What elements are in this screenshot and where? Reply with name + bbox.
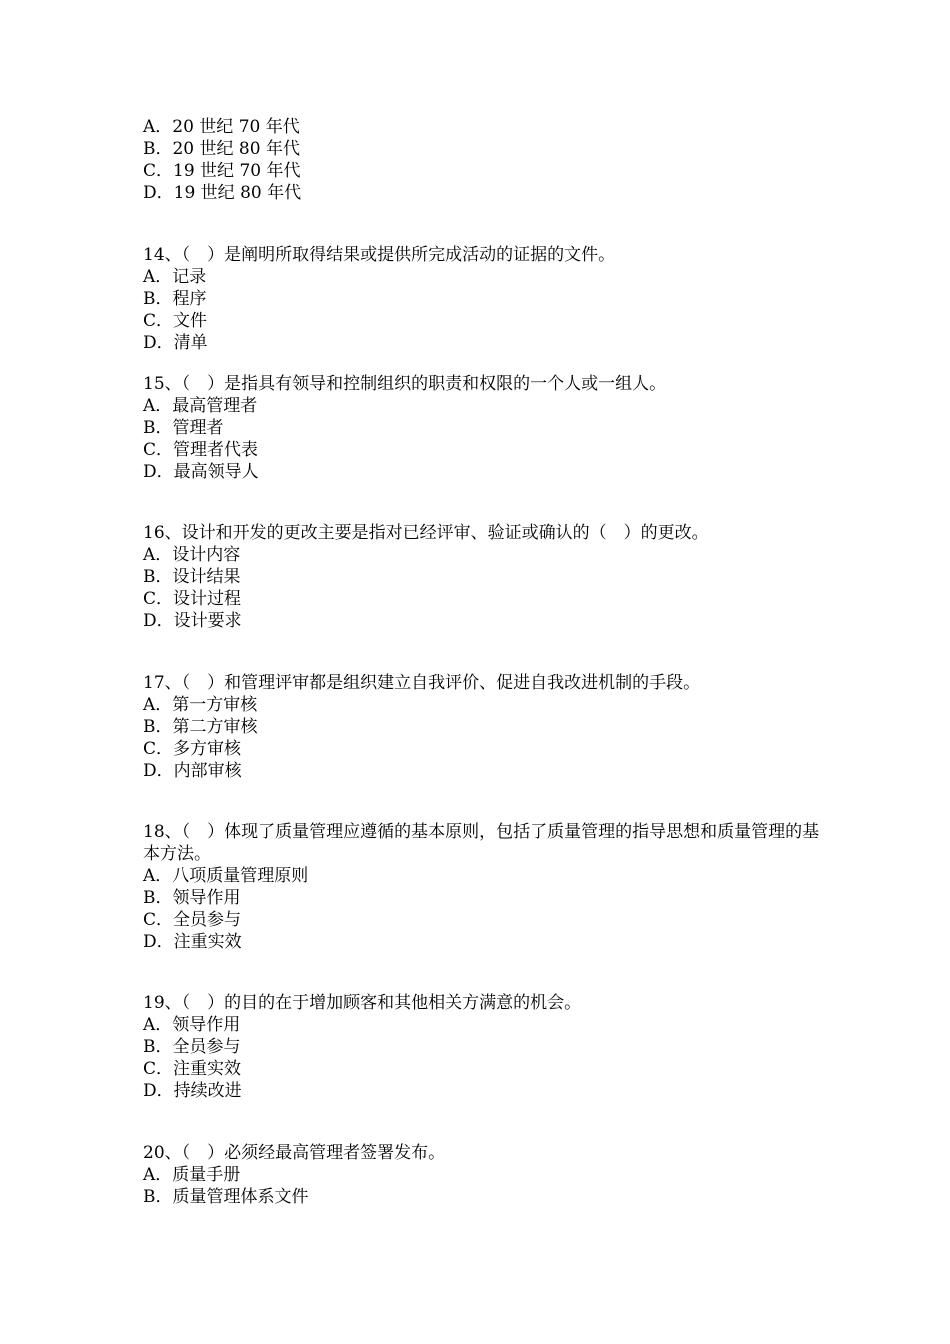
question-13-options — [143, 116, 823, 204]
option-b: B．质量管理体系文件 — [143, 1187, 309, 1207]
question-20 — [143, 1142, 823, 1208]
option-d: D．设计要求 — [143, 611, 242, 631]
option-a: A．记录 — [143, 267, 207, 287]
option-a: A．领导作用 — [143, 1015, 241, 1035]
option-c: C．设计过程 — [143, 589, 242, 609]
option-b: B．管理者 — [143, 418, 224, 438]
question-stem: 16、设计和开发的更改主要是指对已经评审、验证或确认的（ ）的更改。 — [143, 523, 709, 543]
option-a: A．八项质量管理原则 — [143, 866, 309, 886]
question-stem: 17、（ ）和管理评审都是组织建立自我评价、促进自我改进机制的手段。 — [143, 673, 701, 693]
option-c: C．注重实效 — [143, 1059, 242, 1079]
question-15 — [143, 373, 823, 483]
option-c: C．文件 — [143, 311, 208, 331]
question-stem: 19、（ ）的目的在于增加顾客和其他相关方满意的机会。 — [143, 993, 582, 1013]
option-b: B．全员参与 — [143, 1037, 241, 1057]
option-d: D．持续改进 — [143, 1081, 242, 1101]
question-stem: 15、（ ）是指具有领导和控制组织的职责和权限的一个人或一组人。 — [143, 374, 667, 394]
option-d: D．最高领导人 — [143, 462, 259, 482]
option-a: A．质量手册 — [143, 1165, 241, 1185]
option-a: A．最高管理者 — [143, 396, 258, 416]
option-c: C．多方审核 — [143, 739, 242, 759]
question-18 — [143, 821, 823, 953]
option-d: D．19 世纪 80 年代 — [143, 183, 302, 203]
option-d: D．清单 — [143, 333, 208, 353]
option-a: A．第一方审核 — [143, 695, 258, 715]
option-d: D．注重实效 — [143, 932, 242, 952]
option-c: C．管理者代表 — [143, 440, 259, 460]
option-b: B．程序 — [143, 289, 207, 309]
option-c: C．19 世纪 70 年代 — [143, 161, 301, 181]
question-stem: 20、（ ）必须经最高管理者签署发布。 — [143, 1143, 446, 1163]
question-16 — [143, 522, 823, 632]
option-c: C．全员参与 — [143, 910, 242, 930]
option-d: D．内部审核 — [143, 761, 242, 781]
question-17 — [143, 672, 823, 782]
option-b: B．20 世纪 80 年代 — [143, 139, 300, 159]
option-b: B．领导作用 — [143, 888, 241, 908]
question-19 — [143, 992, 823, 1102]
option-a: A．20 世纪 70 年代 — [143, 117, 300, 137]
question-14 — [143, 244, 823, 354]
question-stem: 14、（ ）是阐明所取得结果或提供所完成活动的证据的文件。 — [143, 245, 616, 265]
option-b: B．设计结果 — [143, 567, 241, 587]
option-b: B．第二方审核 — [143, 717, 258, 737]
option-a: A．设计内容 — [143, 545, 241, 565]
question-stem: 18、（ ）体现了质量管理应遵循的基本原则，包括了质量管理的指导思想和质量管理的基本方法。 — [143, 822, 820, 864]
